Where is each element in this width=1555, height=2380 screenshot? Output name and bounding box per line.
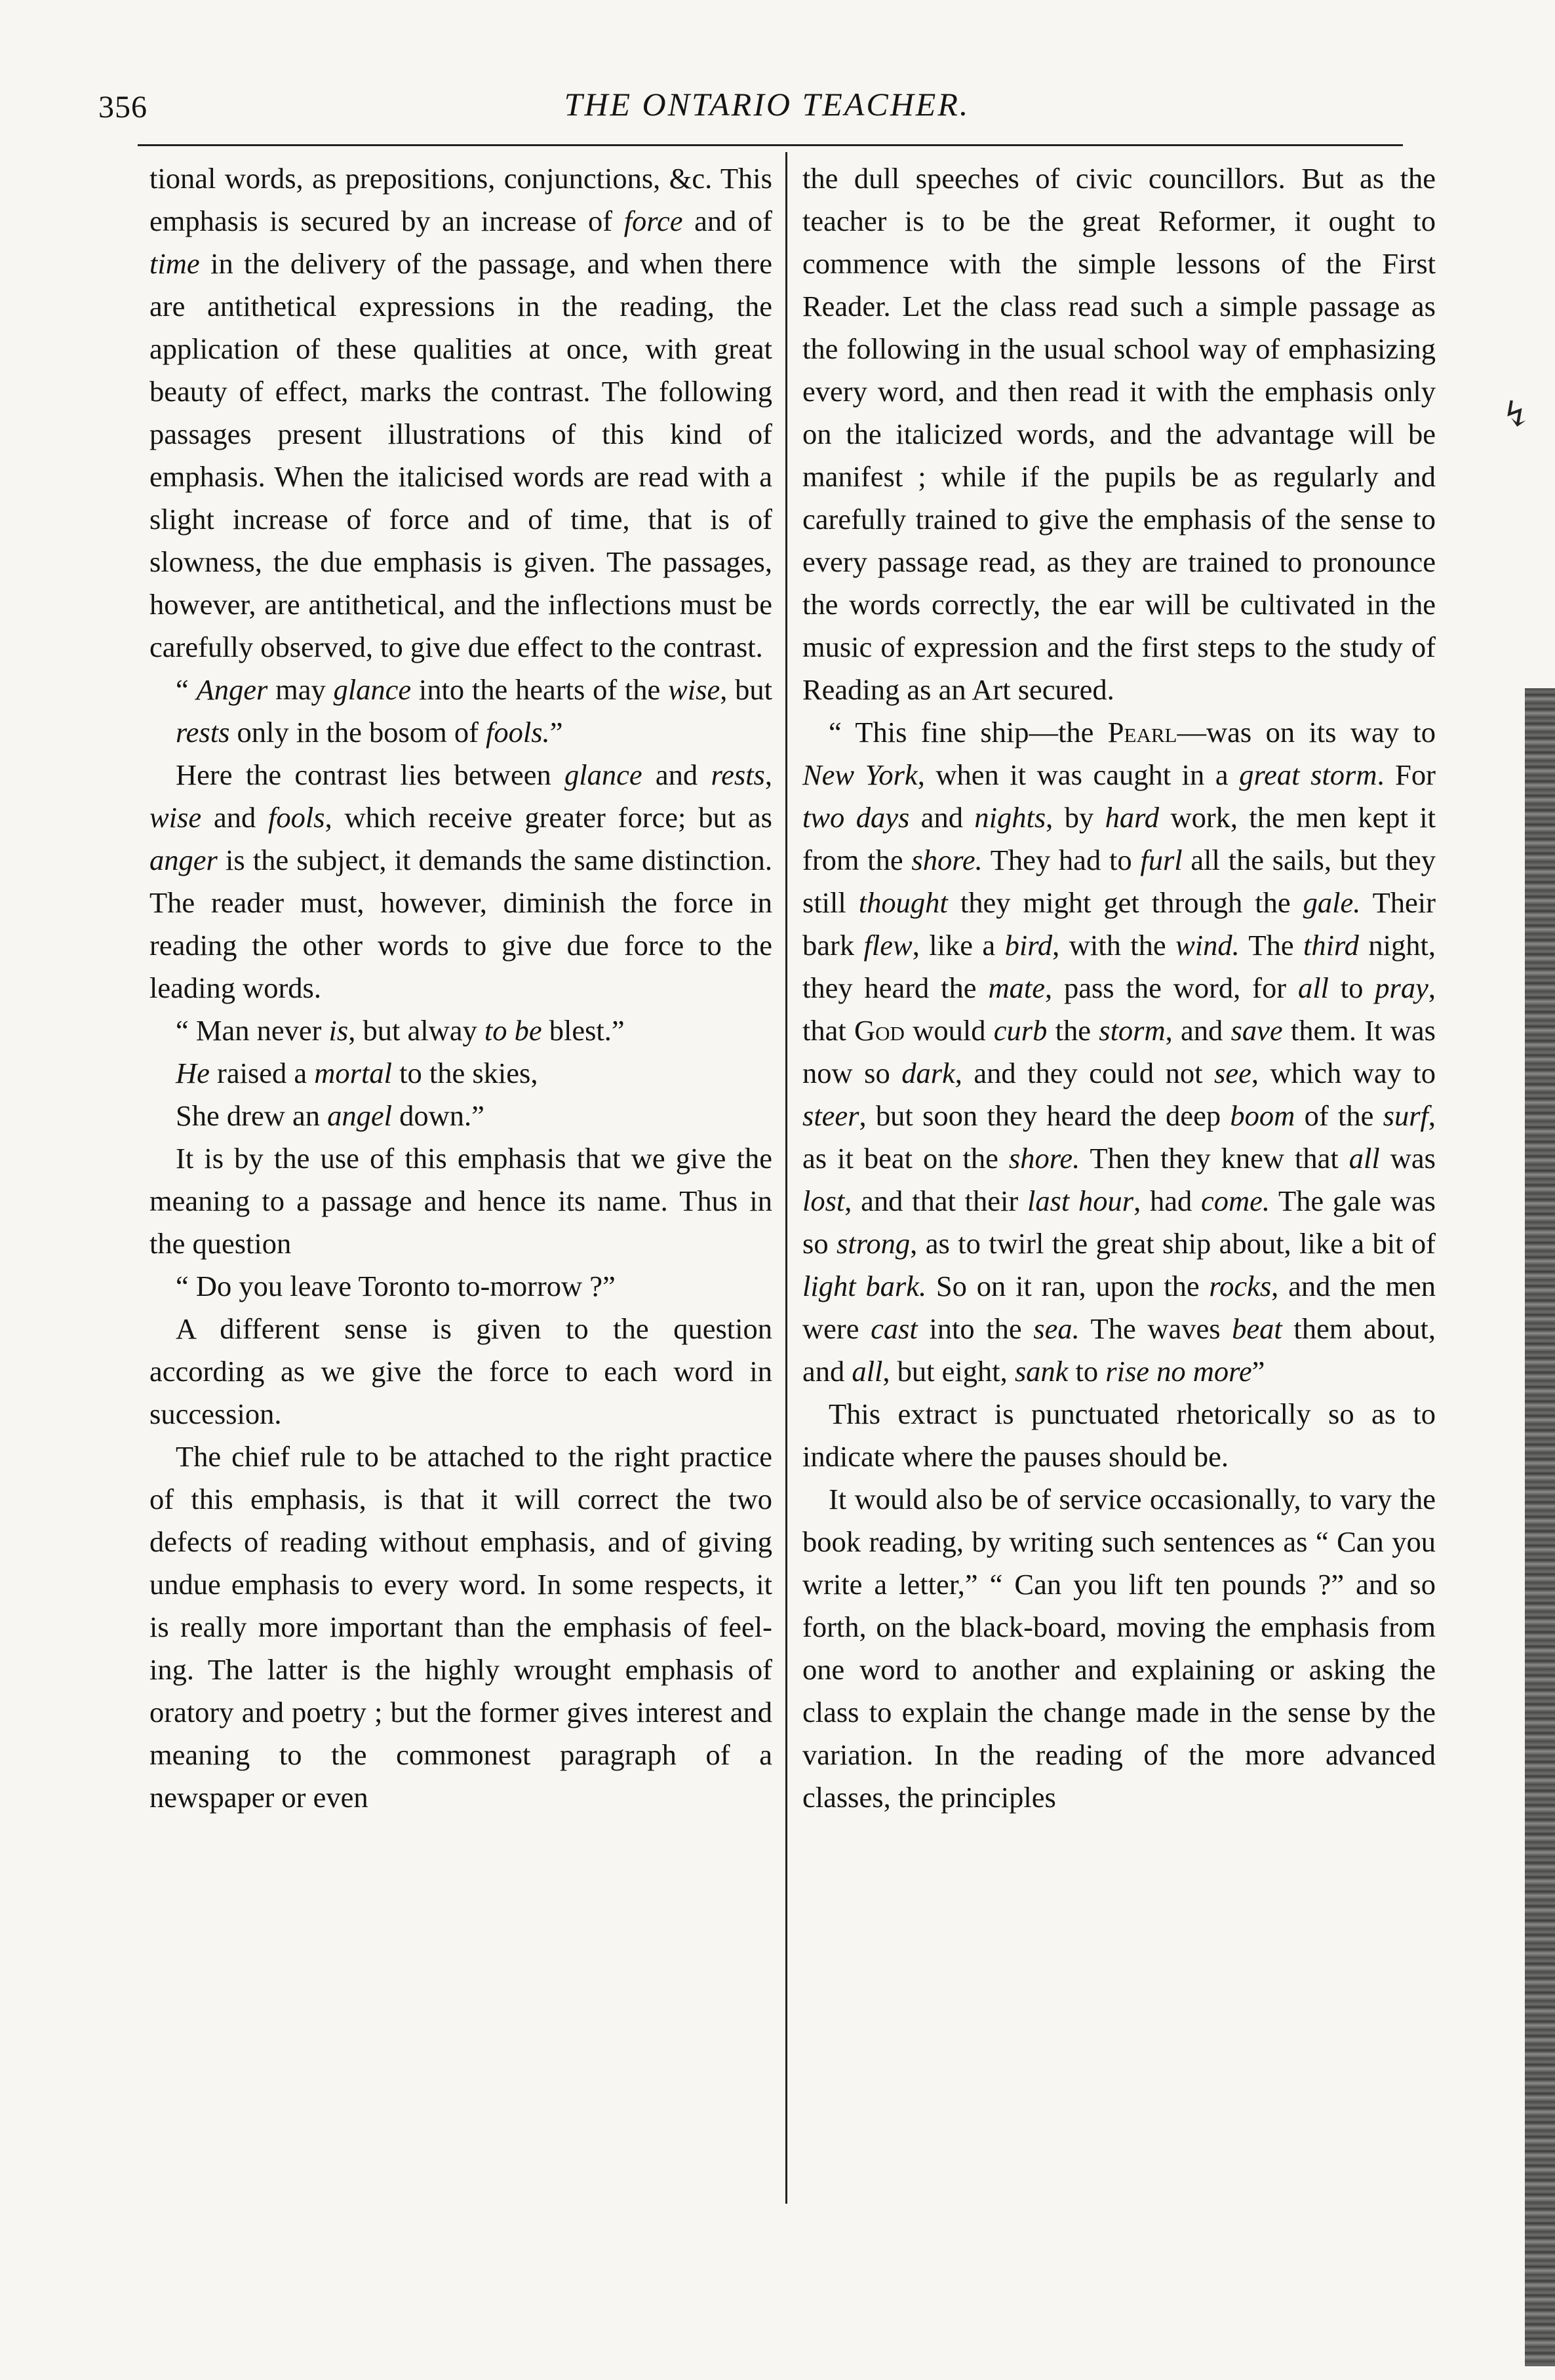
left-paragraph-5: The chief rule to be attached to the right practice of this emphasis, is that it will correct the two defects of reading without emphasis, and of giving undue emphasis to every word. In some respects, it is really more important than the emphasis of feeling. The latter is the highly wrought emphasis of oratory and poetry ; but the former gives interest and meaning to the commonest paragraph of a newspaper or even [149, 1440, 772, 1814]
quote-anger: “ Anger may glance into the hearts of the wise, but rests only in the bosom of fools.” [176, 673, 772, 749]
column-divider [785, 152, 787, 2204]
verse-line-1: “ Man never is, but alway to be blest.” [176, 1014, 625, 1047]
right-paragraph-2: This extract is punctuated rhetorically so as to indicate where the pauses should be. [802, 1397, 1436, 1473]
page-number: 356 [98, 90, 148, 125]
left-paragraph-3: It is by the use of this emphasis that we give the meaning to a passage and hence its name. Thus in the question [149, 1142, 772, 1260]
verse-quote [149, 1009, 772, 1137]
running-title: THE ONTARIO TEACHER. [564, 86, 970, 123]
right-column [802, 157, 1436, 1819]
right-paragraph-1: the dull speeches of civic councillors. But as the teacher is to be the great Reformer, it ought to commence with the simple lessons of the First Reader. Let the class read such a simple passage as the following in the usual school way of emphasizing every word, and then read it with the emphasis only on the italicized words, and the advantage will be manifest ; while if the pupils be as regularly and carefully trained to give the emphasis of the sense to every passage read, as they are trained to pronounce the words correctly, the ear will be cultivated in the music of expression and the first steps to the study of Reading as an Art secured. [802, 162, 1436, 706]
left-paragraph-4: A different sense is given to the question according as we give the force to each word in succession. [149, 1312, 772, 1430]
left-column [149, 157, 772, 1819]
left-paragraph-1: tional words, as prepositions, conjunctions, &c. This emphasis is secured by an increase of force and of time in the delivery of the passage, and when there are antithetical expressions in the reading, the application of these qualities at once, with great beauty of effect, marks the contrast. The following passages present illustrations of this kind of emphasis. When the italicised words are read with a slight increase of force and of time, that is of slowness, the due emphasis is given. The passages, however, are antithetical, and the inflections must be carefully observed, to give due effect to the contrast. [149, 162, 772, 663]
ship-extract: “ This fine ship—the Pearl—was on its way to New York, when it was caught in a great storm. For two days and nights, by hard work, the men kept it from the shore. They had to furl all the sails, but they still thought they might get through the gale. Their bark flew, like a bird, with the wind. The third night, they heard the mate, pass the word, for all to pray, that God would curb the storm, and save them. It was now so dark, and they could not see, which way to steer, but soon they heard the deep boom of the surf, as it beat on the shore. Then they knew that all was lost, and that their last hour, had come. The gale was so strong, as to twirl the great ship about, like a bit of light bark. So on it ran, upon the rocks, and the men were cast into the sea. The waves beat them about, and all, but eight, sank to rise no more” [802, 716, 1436, 1388]
page-edge-shadow [1525, 688, 1555, 2366]
right-paragraph-3: It would also be of service occasionally, to vary the book reading, by writing such sentences as “ Can you write a letter,” “ Can you lift ten pounds ?” and so forth, on the black-board, moving the emphasis from one word to another and explaining or asking the class to explain the change made in the sense by the variation. In the reading of the more advanced classes, the principles [802, 1483, 1436, 1814]
verse-line-2: He raised a mortal to the skies, [176, 1057, 538, 1089]
header-rule [138, 144, 1403, 146]
left-paragraph-2: Here the contrast lies between glance and rests, wise and fools, which receive greater force; but as anger is the subject, it demands the same distinction. The reader must, however, diminish the force in reading the other words to give due force to the leading words. [149, 758, 772, 1004]
quote-toronto: “ Do you leave Toronto to-morrow ?” [176, 1270, 616, 1302]
margin-mark-icon: ↯ [1501, 395, 1531, 434]
verse-line-3: She drew an angel down.” [176, 1099, 484, 1132]
page-header [98, 79, 1436, 144]
